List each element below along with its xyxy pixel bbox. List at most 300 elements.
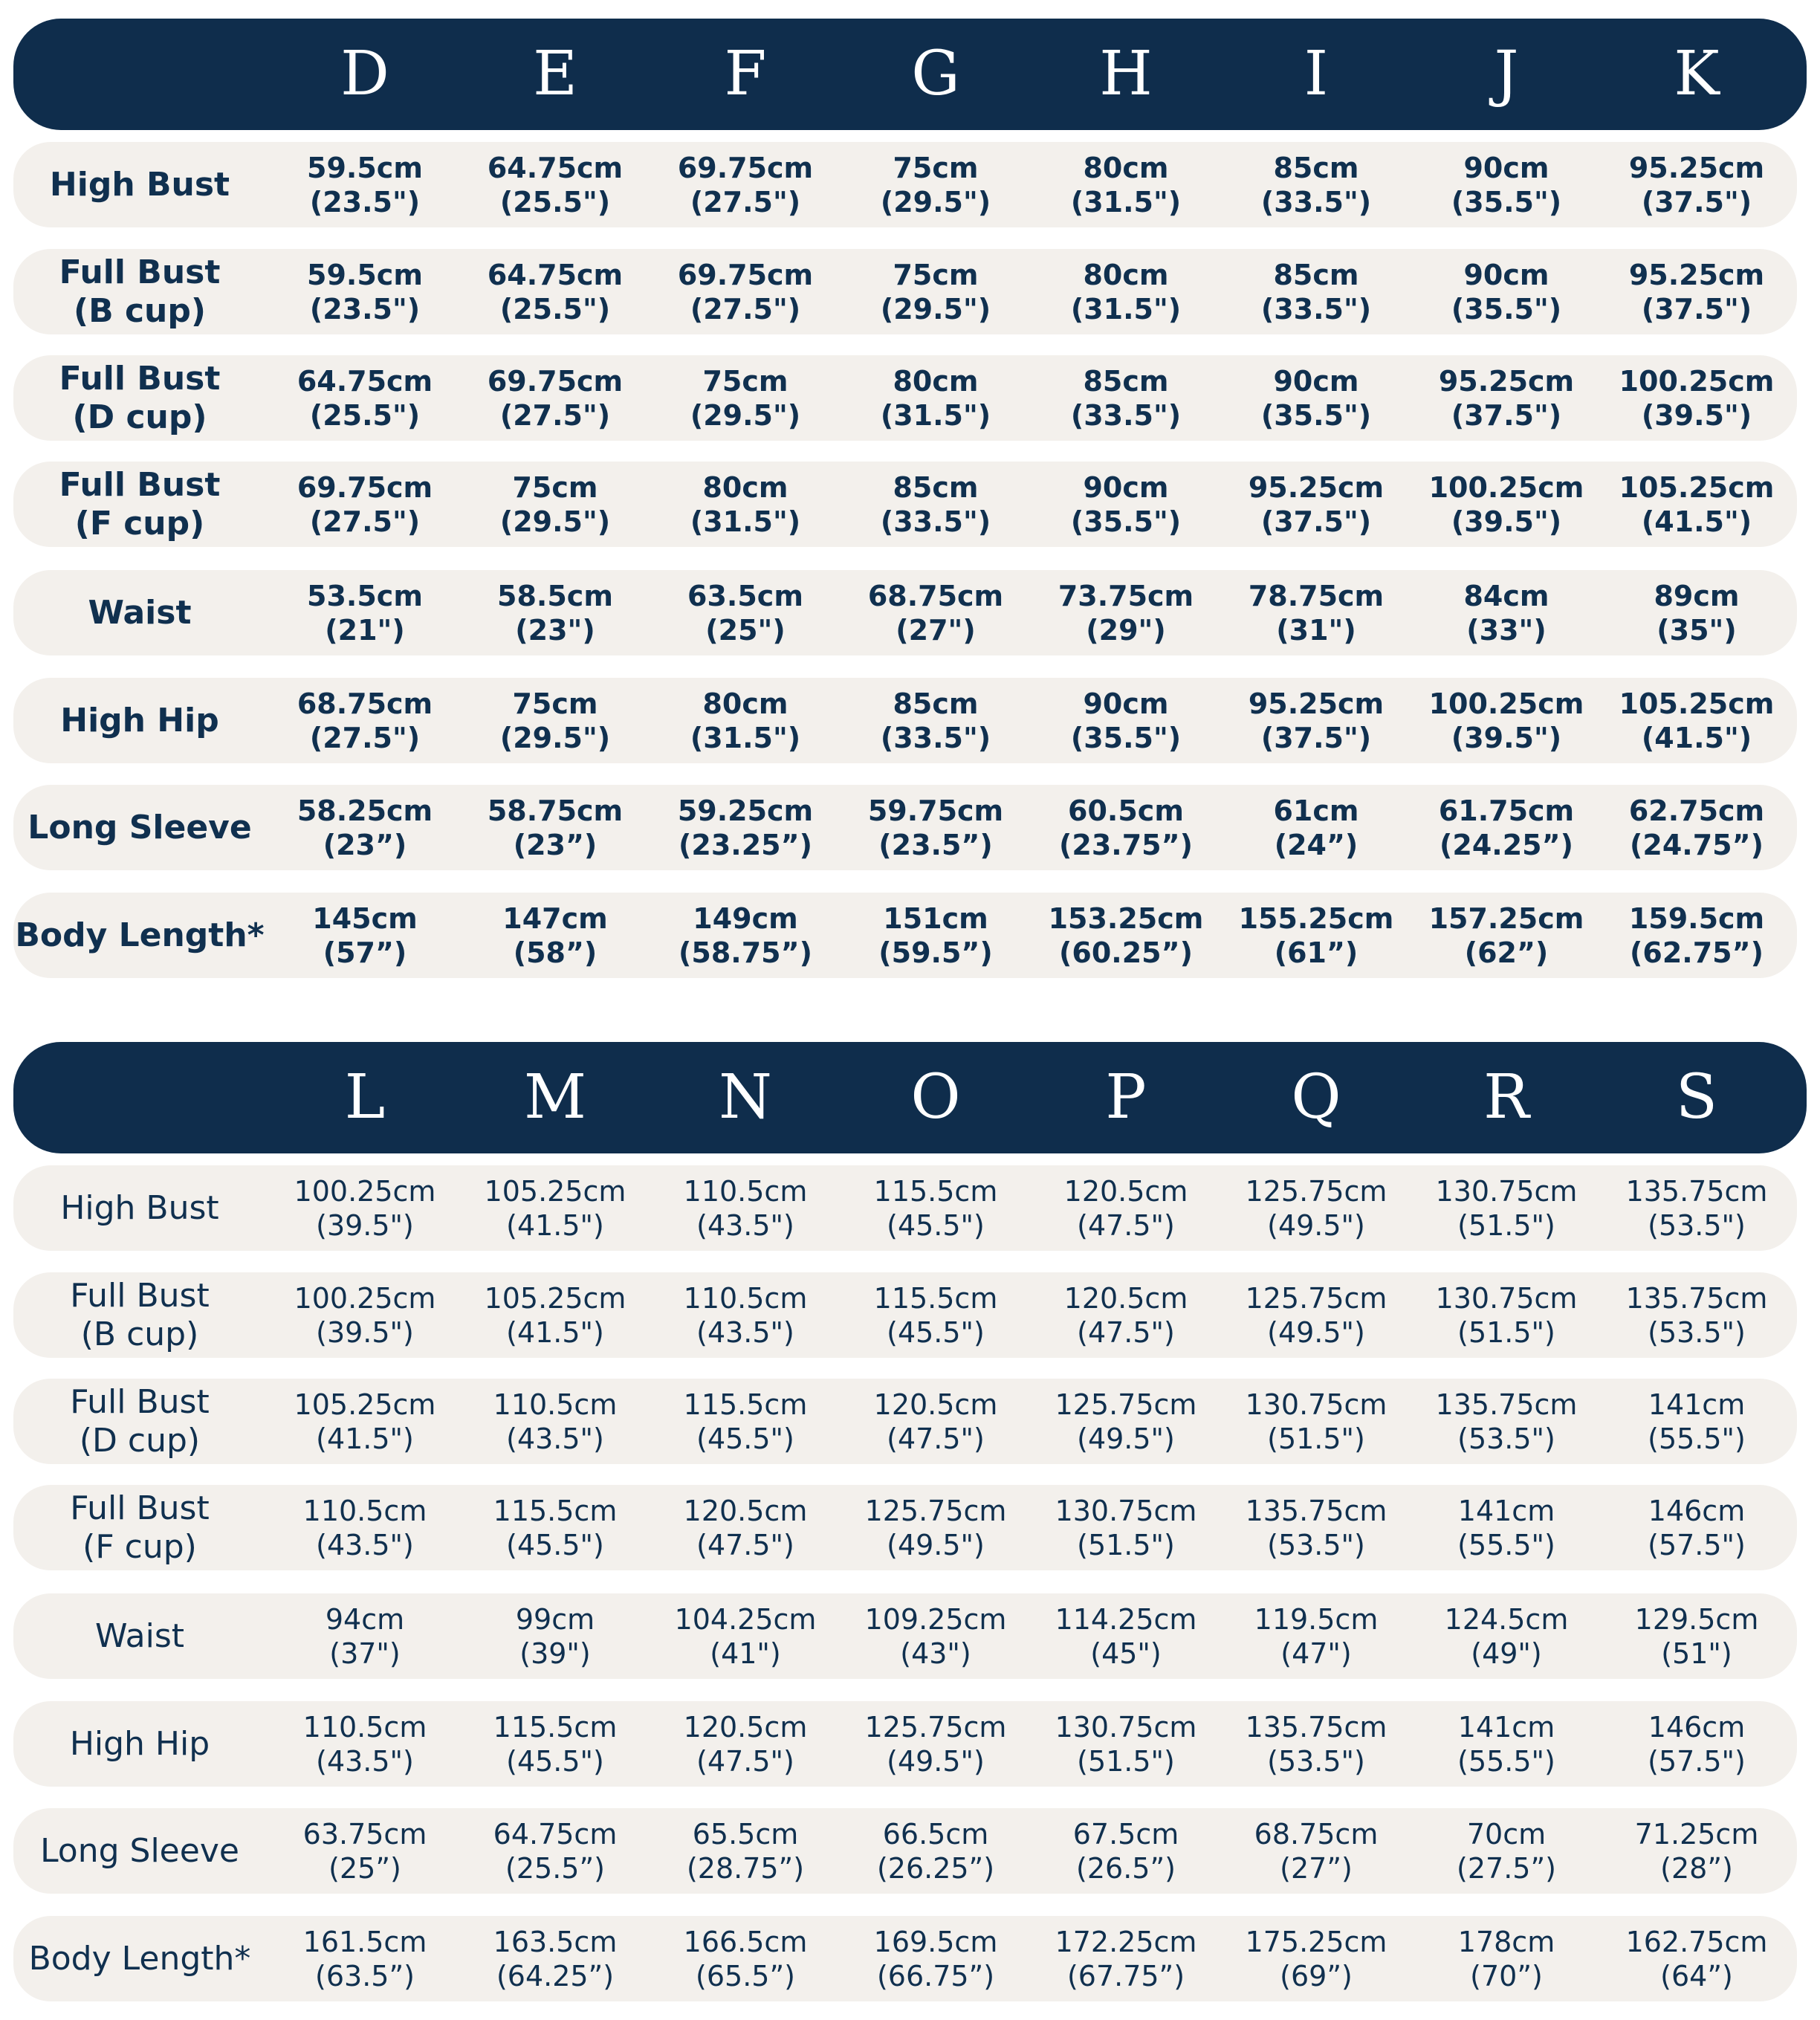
measurement-cell	[272, 1272, 458, 1358]
value-cm: 120.5cm	[683, 1710, 808, 1744]
value-cm: 115.5cm	[873, 1281, 998, 1315]
measurement-cell	[843, 355, 1029, 441]
value-inches: (35.5")	[1451, 292, 1562, 326]
value-inches: (51.5")	[1267, 1422, 1365, 1455]
value-cm: 84cm	[1463, 579, 1549, 612]
value-inches: (62”)	[1464, 936, 1549, 969]
value-cm: 178cm	[1457, 1925, 1555, 1958]
measurement-label: Full Bust (F cup)	[59, 465, 221, 543]
measurement-cell	[1223, 1593, 1409, 1679]
measurement-cell	[1413, 570, 1599, 655]
value-inches: (53.5")	[1267, 1744, 1365, 1778]
measurement-cell	[843, 1593, 1029, 1679]
value-inches: (51.5")	[1457, 1315, 1555, 1349]
value-cm: 58.75cm	[487, 794, 624, 827]
value-cm: 120.5cm	[1063, 1281, 1188, 1315]
value-cm: 80cm	[702, 470, 788, 504]
value-cm: 109.25cm	[864, 1602, 1007, 1636]
value-inches: (43.5")	[506, 1422, 604, 1455]
value-cm: 95.25cm	[1248, 470, 1385, 504]
value-inches: (31")	[1276, 613, 1356, 647]
value-cm: 159.5cm	[1628, 901, 1765, 935]
value-inches: (25.5”)	[505, 1851, 605, 1885]
value-inches: (49.5")	[1267, 1208, 1365, 1242]
value-inches: (43.5")	[316, 1744, 414, 1778]
measurement-cell	[652, 462, 838, 547]
measurement-row-high-bust	[13, 1165, 1797, 1251]
measurement-cell	[1413, 462, 1599, 547]
measurement-cell	[843, 462, 1029, 547]
value-inches: (37.5")	[1260, 721, 1372, 754]
value-cm: 73.75cm	[1058, 579, 1194, 612]
measurement-cell	[1604, 249, 1790, 334]
value-cm: 80cm	[702, 687, 788, 720]
value-cm: 90cm	[1273, 364, 1359, 398]
value-cm: 75cm	[893, 151, 979, 184]
measurement-label: Long Sleeve	[27, 808, 252, 846]
value-inches: (45.5")	[506, 1528, 604, 1561]
measurement-cell	[1223, 1485, 1409, 1570]
value-inches: (27.5")	[309, 721, 421, 754]
measurement-cell	[1604, 570, 1790, 655]
value-inches: (27.5")	[309, 505, 421, 538]
value-inches: (23.5")	[309, 292, 421, 326]
measurement-cell	[652, 785, 838, 870]
measurement-cell	[1223, 1701, 1409, 1787]
value-inches: (39.5")	[1451, 721, 1562, 754]
value-cm: 104.25cm	[674, 1602, 817, 1636]
value-inches: (27")	[896, 613, 976, 647]
size-column-header: N	[719, 1062, 772, 1133]
measurement-label: Body Length*	[15, 916, 265, 954]
value-inches: (33.5")	[1260, 185, 1372, 218]
measurement-cell	[652, 249, 838, 334]
value-inches: (28”)	[1660, 1851, 1733, 1885]
value-inches: (27”)	[1280, 1851, 1353, 1885]
measurement-cell	[1604, 893, 1790, 978]
value-inches: (65.5”)	[696, 1959, 795, 1993]
value-inches: (41.5")	[316, 1422, 414, 1455]
value-cm: 172.25cm	[1055, 1925, 1197, 1958]
measurement-cell	[272, 1593, 458, 1679]
value-cm: 120.5cm	[683, 1494, 808, 1527]
measurement-cell	[652, 570, 838, 655]
value-inches: (33.5")	[880, 721, 991, 754]
measurement-label: High Bust	[60, 1188, 219, 1227]
value-cm: 110.5cm	[493, 1388, 618, 1421]
measurement-cell	[843, 678, 1029, 763]
measurement-cell	[1223, 249, 1409, 334]
measurement-row-waist	[13, 1593, 1797, 1679]
value-inches: (23.5")	[309, 185, 421, 218]
measurement-cell	[652, 1593, 838, 1679]
measurement-cell	[1223, 570, 1409, 655]
measurement-cell	[1033, 1272, 1219, 1358]
value-inches: (47.5")	[696, 1744, 794, 1778]
measurement-row-full-bust-d-cup	[13, 355, 1797, 441]
value-inches: (29")	[1086, 613, 1166, 647]
value-inches: (51.5")	[1077, 1528, 1175, 1561]
value-cm: 125.75cm	[1055, 1388, 1197, 1421]
value-inches: (59.5”)	[878, 936, 993, 969]
value-cm: 110.5cm	[683, 1174, 808, 1208]
value-cm: 130.75cm	[1435, 1281, 1578, 1315]
size-column-header: J	[1494, 39, 1519, 109]
value-inches: (24”)	[1274, 828, 1358, 861]
measurement-cell	[843, 142, 1029, 227]
measurement-cell	[843, 1165, 1029, 1251]
measurement-cell	[272, 893, 458, 978]
measurement-cell	[462, 142, 648, 227]
value-cm: 75cm	[512, 470, 598, 504]
value-inches: (35.5")	[1260, 398, 1372, 432]
measurement-label: Long Sleeve	[40, 1831, 239, 1870]
size-column-header: L	[344, 1062, 386, 1133]
measurement-cell	[462, 1593, 648, 1679]
measurement-cell	[1413, 1593, 1599, 1679]
value-cm: 60.5cm	[1068, 794, 1184, 827]
value-cm: 64.75cm	[297, 364, 433, 398]
measurement-label: Full Bust (F cup)	[70, 1489, 210, 1566]
size-column-header: G	[911, 39, 960, 109]
measurement-cell	[843, 1485, 1029, 1570]
value-inches: (24.75”)	[1630, 828, 1764, 861]
value-cm: 163.5cm	[493, 1925, 618, 1958]
value-inches: (55.5")	[1648, 1422, 1746, 1455]
measurement-cell	[272, 142, 458, 227]
value-cm: 147cm	[502, 901, 608, 935]
size-column-header: F	[724, 39, 767, 109]
value-cm: 62.75cm	[1628, 794, 1765, 827]
value-cm: 141cm	[1457, 1494, 1555, 1527]
value-inches: (33.5")	[880, 505, 991, 538]
measurement-cell	[1033, 1593, 1219, 1679]
size-header-bar	[13, 1042, 1807, 1153]
value-cm: 68.75cm	[297, 687, 433, 720]
value-inches: (41.5")	[506, 1208, 604, 1242]
value-inches: (23”)	[513, 828, 598, 861]
value-inches: (25”)	[328, 1851, 401, 1885]
size-column-header: E	[533, 39, 577, 109]
value-inches: (67.75”)	[1066, 1959, 1185, 1993]
value-cm: 153.25cm	[1048, 901, 1204, 935]
measurement-cell	[272, 249, 458, 334]
measurement-cell	[1033, 1485, 1219, 1570]
value-cm: 61cm	[1273, 794, 1359, 827]
measurement-cell	[1604, 1379, 1790, 1464]
value-inches: (25.5")	[499, 292, 611, 326]
measurement-row-full-bust-d-cup	[13, 1379, 1797, 1464]
measurement-cell	[1604, 1593, 1790, 1679]
value-inches: (31.5")	[1070, 292, 1182, 326]
measurement-cell	[1033, 249, 1219, 334]
value-inches: (41.5")	[1641, 721, 1752, 754]
value-inches: (55.5")	[1457, 1528, 1555, 1561]
value-inches: (24.25”)	[1440, 828, 1573, 861]
value-inches: (63.5”)	[315, 1959, 415, 1993]
value-inches: (61”)	[1274, 936, 1358, 969]
value-inches: (21")	[325, 613, 405, 647]
measurement-cell	[1033, 1165, 1219, 1251]
measurement-label: Full Bust (B cup)	[59, 253, 221, 330]
value-cm: 130.75cm	[1055, 1710, 1197, 1744]
value-cm: 105.25cm	[484, 1281, 626, 1315]
value-cm: 100.25cm	[1619, 364, 1775, 398]
value-inches: (70”)	[1470, 1959, 1543, 1993]
measurement-cell	[1413, 1808, 1599, 1894]
measurement-cell	[1223, 1916, 1409, 2001]
measurement-cell	[652, 1165, 838, 1251]
value-cm: 80cm	[893, 364, 979, 398]
measurement-cell	[1223, 355, 1409, 441]
measurement-cell	[1604, 1916, 1790, 2001]
value-cm: 130.75cm	[1245, 1388, 1387, 1421]
measurement-cell	[1223, 893, 1409, 978]
value-cm: 85cm	[893, 687, 979, 720]
value-cm: 80cm	[1083, 258, 1169, 291]
measurement-label: Waist	[88, 593, 192, 632]
measurement-cell	[1413, 785, 1599, 870]
value-inches: (45")	[1090, 1637, 1162, 1670]
value-inches: (51.5")	[1077, 1744, 1175, 1778]
value-cm: 135.75cm	[1625, 1174, 1768, 1208]
value-inches: (53.5")	[1648, 1208, 1746, 1242]
measurement-cell	[1413, 355, 1599, 441]
value-cm: 69.75cm	[487, 364, 624, 398]
value-cm: 90cm	[1083, 470, 1169, 504]
value-cm: 61.75cm	[1438, 794, 1575, 827]
value-inches: (49")	[1471, 1637, 1542, 1670]
measurement-cell	[1604, 1485, 1790, 1570]
measurement-cell	[843, 893, 1029, 978]
measurement-cell	[1413, 1165, 1599, 1251]
value-inches: (25")	[705, 613, 786, 647]
value-inches: (47.5")	[887, 1422, 985, 1455]
value-inches: (31.5")	[690, 505, 801, 538]
value-inches: (29.5")	[880, 292, 991, 326]
value-cm: 115.5cm	[683, 1388, 808, 1421]
value-inches: (23.5”)	[878, 828, 993, 861]
measurement-cell	[1413, 1272, 1599, 1358]
value-cm: 59.75cm	[867, 794, 1004, 827]
value-cm: 68.75cm	[867, 579, 1004, 612]
value-inches: (43")	[900, 1637, 971, 1670]
value-cm: 130.75cm	[1055, 1494, 1197, 1527]
value-inches: (45.5")	[506, 1744, 604, 1778]
value-inches: (25.5")	[499, 185, 611, 218]
value-inches: (43.5")	[696, 1208, 794, 1242]
measurement-cell	[1033, 678, 1219, 763]
measurement-cell	[1033, 462, 1219, 547]
value-cm: 59.5cm	[307, 151, 423, 184]
value-inches: (51")	[1661, 1637, 1732, 1670]
value-cm: 53.5cm	[307, 579, 423, 612]
measurement-cell	[652, 1379, 838, 1464]
measurement-row-full-bust-b-cup	[13, 249, 1797, 334]
value-inches: (31.5")	[1070, 185, 1182, 218]
value-inches: (39.5")	[1641, 398, 1752, 432]
measurement-row-waist	[13, 570, 1797, 655]
value-inches: (27.5")	[499, 398, 611, 432]
value-cm: 175.25cm	[1245, 1925, 1387, 1958]
value-cm: 95.25cm	[1438, 364, 1575, 398]
value-cm: 129.5cm	[1634, 1602, 1759, 1636]
measurement-cell	[272, 1485, 458, 1570]
value-inches: (29.5")	[499, 721, 611, 754]
value-cm: 80cm	[1083, 151, 1169, 184]
value-inches: (41.5")	[506, 1315, 604, 1349]
measurement-cell	[1033, 355, 1219, 441]
measurement-cell	[1223, 1808, 1409, 1894]
value-cm: 85cm	[893, 470, 979, 504]
value-inches: (23")	[515, 613, 595, 647]
value-inches: (49.5")	[1267, 1315, 1365, 1349]
value-inches: (60.25”)	[1059, 936, 1193, 969]
value-inches: (69”)	[1280, 1959, 1353, 1993]
measurement-cell	[1604, 1701, 1790, 1787]
value-inches: (66.75”)	[876, 1959, 995, 1993]
value-cm: 110.5cm	[302, 1710, 427, 1744]
value-cm: 157.25cm	[1428, 901, 1584, 935]
measurement-cell	[1413, 678, 1599, 763]
measurement-cell	[1033, 1916, 1219, 2001]
value-cm: 89cm	[1654, 579, 1740, 612]
value-cm: 115.5cm	[493, 1494, 618, 1527]
value-cm: 114.25cm	[1055, 1602, 1197, 1636]
value-cm: 145cm	[312, 901, 418, 935]
value-inches: (39.5")	[316, 1315, 414, 1349]
value-cm: 69.75cm	[677, 151, 814, 184]
value-inches: (41.5")	[1641, 505, 1752, 538]
value-cm: 58.5cm	[497, 579, 613, 612]
measurement-cell	[1413, 249, 1599, 334]
value-cm: 125.75cm	[1245, 1281, 1387, 1315]
value-cm: 95.25cm	[1628, 151, 1765, 184]
measurement-cell	[1413, 142, 1599, 227]
measurement-cell	[1033, 1808, 1219, 1894]
value-inches: (41")	[710, 1637, 781, 1670]
value-inches: (53.5")	[1267, 1528, 1365, 1561]
value-cm: 75cm	[702, 364, 788, 398]
measurement-cell	[462, 1379, 648, 1464]
value-inches: (35.5")	[1070, 505, 1182, 538]
measurement-cell	[272, 1916, 458, 2001]
measurement-cell	[1604, 1808, 1790, 1894]
measurement-cell	[462, 1165, 648, 1251]
value-cm: 67.5cm	[1072, 1817, 1179, 1851]
measurement-label: Full Bust (B cup)	[70, 1276, 210, 1353]
value-inches: (55.5")	[1457, 1744, 1555, 1778]
measurement-cell	[1223, 785, 1409, 870]
value-inches: (33")	[1466, 613, 1547, 647]
size-column-header: Q	[1291, 1062, 1341, 1133]
measurement-cell	[272, 462, 458, 547]
measurement-cell	[1033, 142, 1219, 227]
value-cm: 99cm	[515, 1602, 595, 1636]
value-inches: (27.5”)	[1457, 1851, 1556, 1885]
value-inches: (27.5")	[690, 185, 801, 218]
measurement-cell	[1223, 462, 1409, 547]
value-inches: (58”)	[513, 936, 598, 969]
value-cm: 162.75cm	[1625, 1925, 1768, 1958]
value-cm: 58.25cm	[297, 794, 433, 827]
value-cm: 110.5cm	[302, 1494, 427, 1527]
value-cm: 90cm	[1463, 151, 1549, 184]
measurement-cell	[843, 570, 1029, 655]
measurement-cell	[652, 1272, 838, 1358]
value-cm: 75cm	[512, 687, 598, 720]
value-cm: 71.25cm	[1634, 1817, 1759, 1851]
measurement-cell	[1413, 1701, 1599, 1787]
value-cm: 69.75cm	[677, 258, 814, 291]
value-cm: 120.5cm	[873, 1388, 998, 1421]
value-inches: (37.5")	[1451, 398, 1562, 432]
value-cm: 100.25cm	[294, 1174, 436, 1208]
measurement-cell	[1413, 1379, 1599, 1464]
value-inches: (47.5")	[1077, 1315, 1175, 1349]
measurement-cell	[652, 1916, 838, 2001]
value-cm: 63.5cm	[687, 579, 803, 612]
measurement-cell	[1033, 1701, 1219, 1787]
measurement-cell	[1033, 893, 1219, 978]
measurement-cell	[1604, 1272, 1790, 1358]
size-column-header: S	[1675, 1062, 1718, 1133]
value-cm: 141cm	[1648, 1388, 1746, 1421]
value-inches: (45.5")	[887, 1208, 985, 1242]
measurement-label: Full Bust (D cup)	[70, 1382, 210, 1460]
value-cm: 141cm	[1457, 1710, 1555, 1744]
value-inches: (33.5")	[1260, 292, 1372, 326]
value-inches: (39")	[519, 1637, 591, 1670]
value-cm: 100.25cm	[294, 1281, 436, 1315]
value-inches: (23.25”)	[679, 828, 812, 861]
value-inches: (23”)	[323, 828, 407, 861]
value-inches: (37.5")	[1641, 292, 1752, 326]
size-column-header: R	[1483, 1062, 1529, 1133]
value-cm: 125.75cm	[864, 1710, 1007, 1744]
value-cm: 119.5cm	[1254, 1602, 1379, 1636]
value-cm: 100.25cm	[1428, 470, 1584, 504]
size-header-bar	[13, 19, 1807, 130]
value-cm: 90cm	[1463, 258, 1549, 291]
value-inches: (47")	[1280, 1637, 1352, 1670]
measurement-cell	[462, 355, 648, 441]
value-cm: 64.75cm	[493, 1817, 618, 1851]
value-cm: 59.5cm	[307, 258, 423, 291]
measurement-cell	[272, 785, 458, 870]
value-inches: (47.5")	[696, 1528, 794, 1561]
value-inches: (57.5")	[1648, 1744, 1746, 1778]
size-column-header: H	[1099, 39, 1153, 109]
value-inches: (29.5")	[690, 398, 801, 432]
value-cm: 70cm	[1466, 1817, 1547, 1851]
value-cm: 124.5cm	[1444, 1602, 1569, 1636]
size-column-header: I	[1304, 39, 1329, 109]
value-inches: (35")	[1657, 613, 1737, 647]
measurement-cell	[843, 1272, 1029, 1358]
value-cm: 130.75cm	[1435, 1174, 1578, 1208]
value-inches: (33.5")	[1070, 398, 1182, 432]
measurement-cell	[1604, 678, 1790, 763]
measurement-cell	[462, 462, 648, 547]
value-cm: 59.25cm	[677, 794, 814, 827]
value-cm: 115.5cm	[493, 1710, 618, 1744]
value-cm: 85cm	[1083, 364, 1169, 398]
measurement-cell	[272, 678, 458, 763]
value-cm: 75cm	[893, 258, 979, 291]
value-inches: (57”)	[323, 936, 407, 969]
value-inches: (28.75”)	[686, 1851, 805, 1885]
